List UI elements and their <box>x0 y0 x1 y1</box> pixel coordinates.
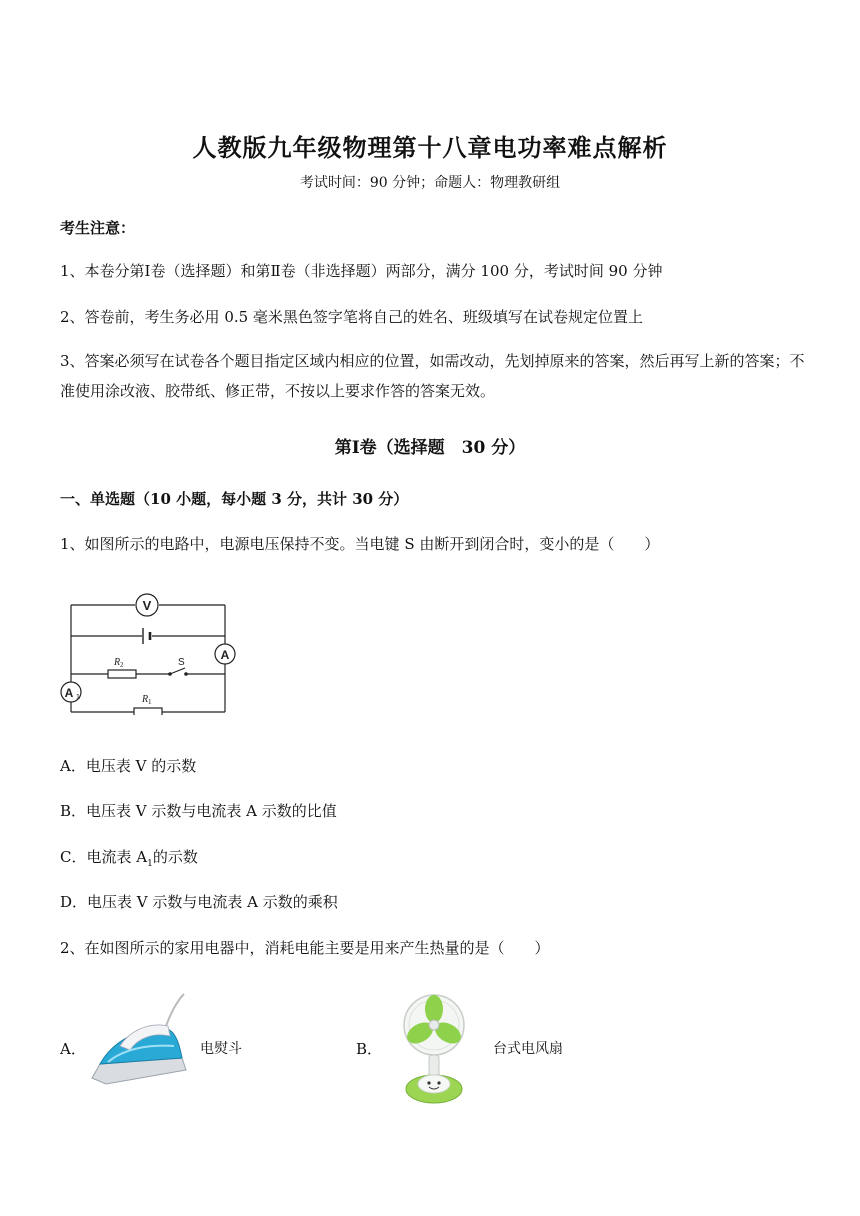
iron-icon <box>86 992 190 1092</box>
option-prefix: A． <box>60 757 86 775</box>
question-2-option-b-prefix: B． <box>356 1040 383 1058</box>
r2-subscript: 2 <box>120 661 124 669</box>
option-subscript: 1 <box>147 859 153 869</box>
option-prefix: D． <box>60 893 88 911</box>
question-1-option-d <box>60 891 338 912</box>
question-2-option-a-prefix: A． <box>60 1040 86 1058</box>
circuit-diagram <box>58 590 238 715</box>
question-1-option-a <box>60 755 196 776</box>
r1-label: R <box>142 694 149 705</box>
switch-label: S <box>178 657 185 668</box>
r2-label: R <box>114 657 121 668</box>
option-text: 电压表 V 示数与电流表 A 示数的乘积 <box>87 893 338 911</box>
ammeter-1-label: A <box>64 686 74 700</box>
option-text: 电压表 V 示数与电流表 A 示数的比值 <box>86 802 337 820</box>
question-2-option-b-text: 台式电风扇 <box>493 1041 563 1057</box>
r1-subscript: 1 <box>148 698 152 706</box>
switch-contact-right <box>184 672 188 676</box>
question-1-stem: 1、如图所示的电路中，电源电压保持不变。当电键 S 由断开到闭合时，变小的是（ ） <box>60 535 660 553</box>
switch-contact-left <box>168 672 172 676</box>
page-title: 人教版九年级物理第十八章电功率难点解析 <box>192 133 668 162</box>
notice-item-3: 3、答案必须写在试卷各个题目指定区域内相应的位置，如需改动，先划掉原来的答案，然后再写上新的答案；不准使用涂改液、胶带纸、修正带，不按以上要求作答的答案无效。 <box>60 352 805 400</box>
group-heading: 一、单选题（10 小题，每小题 3 分，共计 30 分） <box>60 490 409 508</box>
question-2-option-a-text: 电熨斗 <box>200 1041 242 1057</box>
ammeter-1-subscript: 1 <box>76 694 80 701</box>
resistor-r1 <box>134 708 162 715</box>
question-1-option-c <box>60 846 198 869</box>
exam-info: 考试时间：90 分钟；命题人：物理教研组 <box>299 175 561 191</box>
notice-heading: 考生注意： <box>60 219 136 237</box>
question-2-stem: 2、在如图所示的家用电器中，消耗电能主要是用来产生热量的是（ ） <box>60 939 550 957</box>
question-1-option-b <box>60 800 337 821</box>
option-text: 电流表 A <box>86 848 148 866</box>
voltmeter-label: V <box>142 598 152 613</box>
ammeter-label: A <box>220 648 230 662</box>
fan-icon <box>400 983 472 1109</box>
section-title: 第Ⅰ卷（选择题 30 分） <box>334 438 526 458</box>
option-prefix: C． <box>60 848 87 866</box>
notice-item-2: 2、答卷前，考生务必用 0.5 毫米黑色签字笔将自己的姓名、班级填写在试卷规定位置上 <box>60 308 643 326</box>
notice-item-1: 1、本卷分第Ⅰ卷（选择题）和第Ⅱ卷（非选择题）两部分，满分 100 分，考试时间 90 分钟 <box>60 262 663 280</box>
option-prefix: B． <box>60 802 87 820</box>
option-text: 电压表 V 的示数 <box>85 757 197 775</box>
option-suffix: 的示数 <box>152 848 198 866</box>
resistor-r2 <box>108 670 136 678</box>
